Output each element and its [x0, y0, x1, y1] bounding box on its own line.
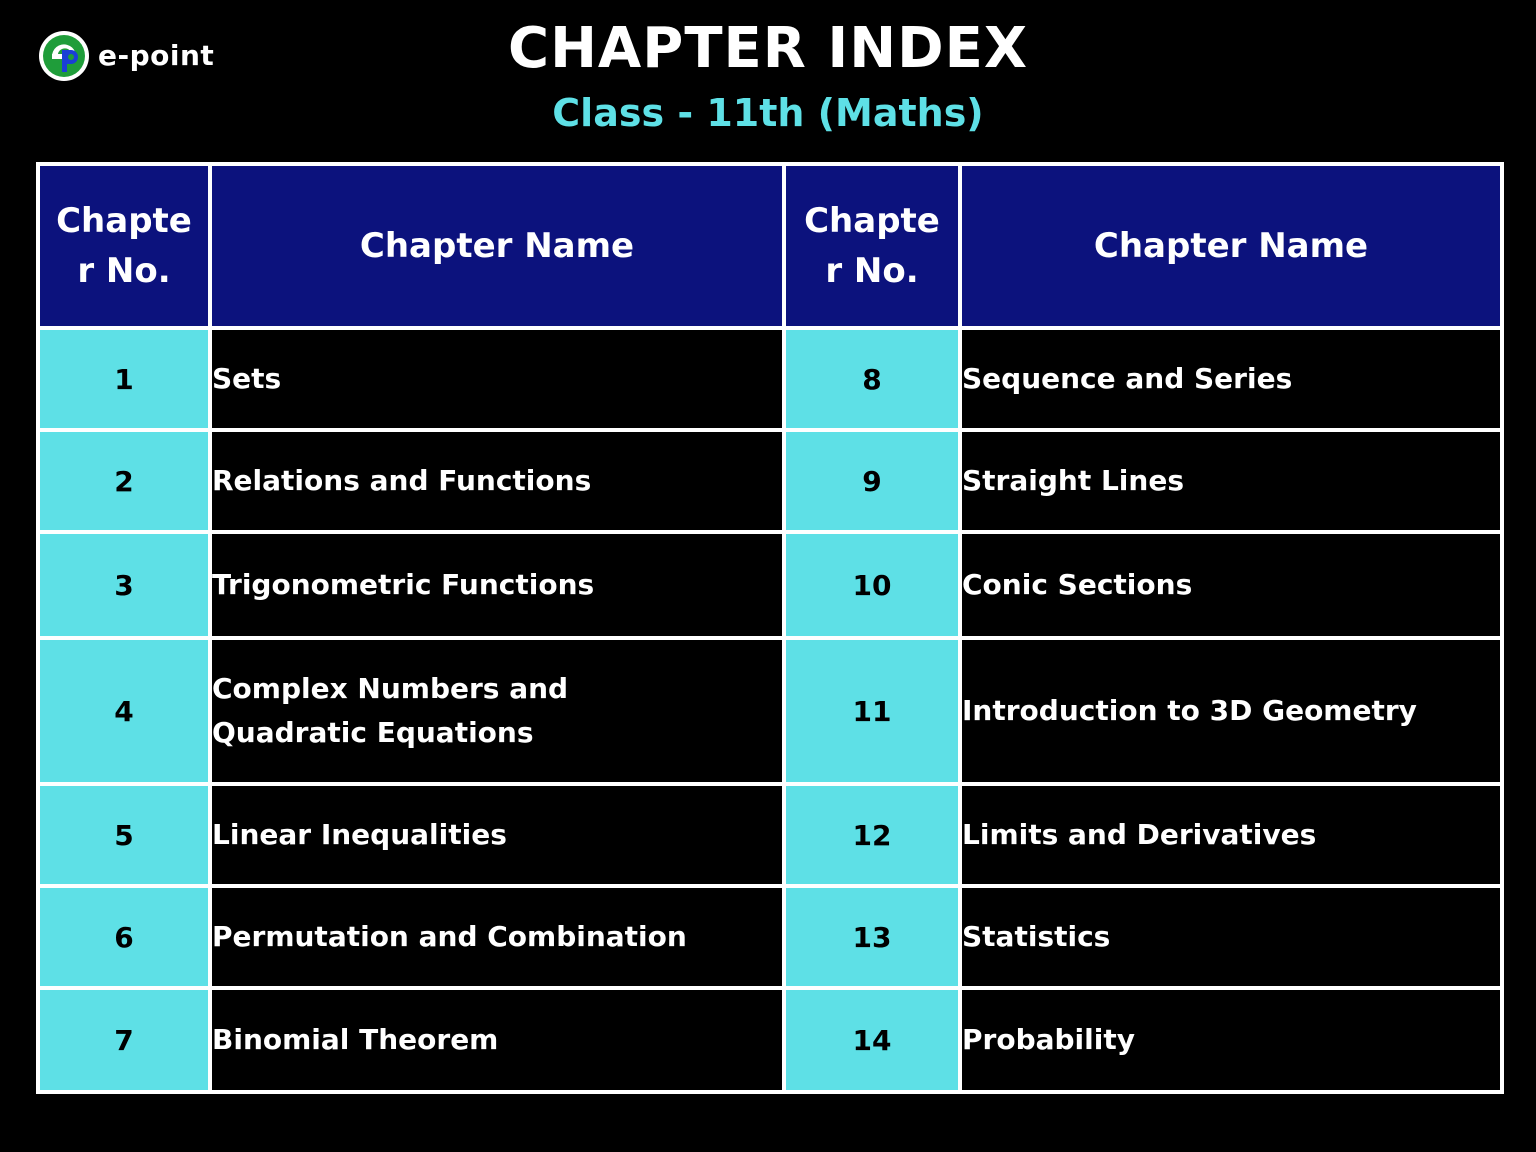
chapter-number: 7	[38, 988, 210, 1092]
chapter-name: Linear Inequalities	[210, 784, 784, 886]
chapter-name: Probability	[960, 988, 1502, 1092]
chapter-number: 1	[38, 328, 210, 430]
table-row	[38, 532, 1502, 638]
chapter-name: Introduction to 3D Geometry	[960, 638, 1502, 784]
chapter-number: 13	[784, 886, 960, 988]
chapter-number: 3	[38, 532, 210, 638]
chapter-name: Statistics	[960, 886, 1502, 988]
table-row	[38, 638, 1502, 784]
page-title: CHAPTER INDEX	[507, 16, 1029, 81]
chapter-number: 5	[38, 784, 210, 886]
column-header-chapter-name: Chapter Name	[960, 164, 1502, 328]
column-header-chapter-no: Chapter No.	[784, 164, 960, 328]
chapter-name: Limits and Derivatives	[960, 784, 1502, 886]
table-row	[38, 886, 1502, 988]
chapter-index-table	[36, 162, 1504, 1094]
column-header-chapter-name: Chapter Name	[210, 164, 784, 328]
chapter-number: 6	[38, 886, 210, 988]
chapter-number: 8	[784, 328, 960, 430]
chapter-name: Sets	[210, 328, 784, 430]
chapter-number: 9	[784, 430, 960, 532]
column-header-chapter-no: Chapter No.	[38, 164, 210, 328]
chapter-name: Permutation and Combination	[210, 886, 784, 988]
chapter-name: Binomial Theorem	[210, 988, 784, 1092]
chapter-number: 14	[784, 988, 960, 1092]
table-row	[38, 430, 1502, 532]
table-header-row	[38, 164, 1502, 328]
table-row	[38, 328, 1502, 430]
brand-name: e-point	[98, 39, 215, 72]
chapter-number: 4	[38, 638, 210, 784]
chapter-name: Relations and Functions	[210, 430, 784, 532]
table-row	[38, 988, 1502, 1092]
chapter-number: 2	[38, 430, 210, 532]
chapter-name: Complex Numbers and Quadratic Equations	[210, 638, 784, 784]
chapter-number: 12	[784, 784, 960, 886]
chapter-number: 10	[784, 532, 960, 638]
page-subtitle: Class - 11th (Maths)	[552, 91, 984, 135]
chapter-name: Straight Lines	[960, 430, 1502, 532]
table-row	[38, 784, 1502, 886]
chapter-number: 11	[784, 638, 960, 784]
chapter-name: Sequence and Series	[960, 328, 1502, 430]
chapter-name: Conic Sections	[960, 532, 1502, 638]
chapter-name: Trigonometric Functions	[210, 532, 784, 638]
